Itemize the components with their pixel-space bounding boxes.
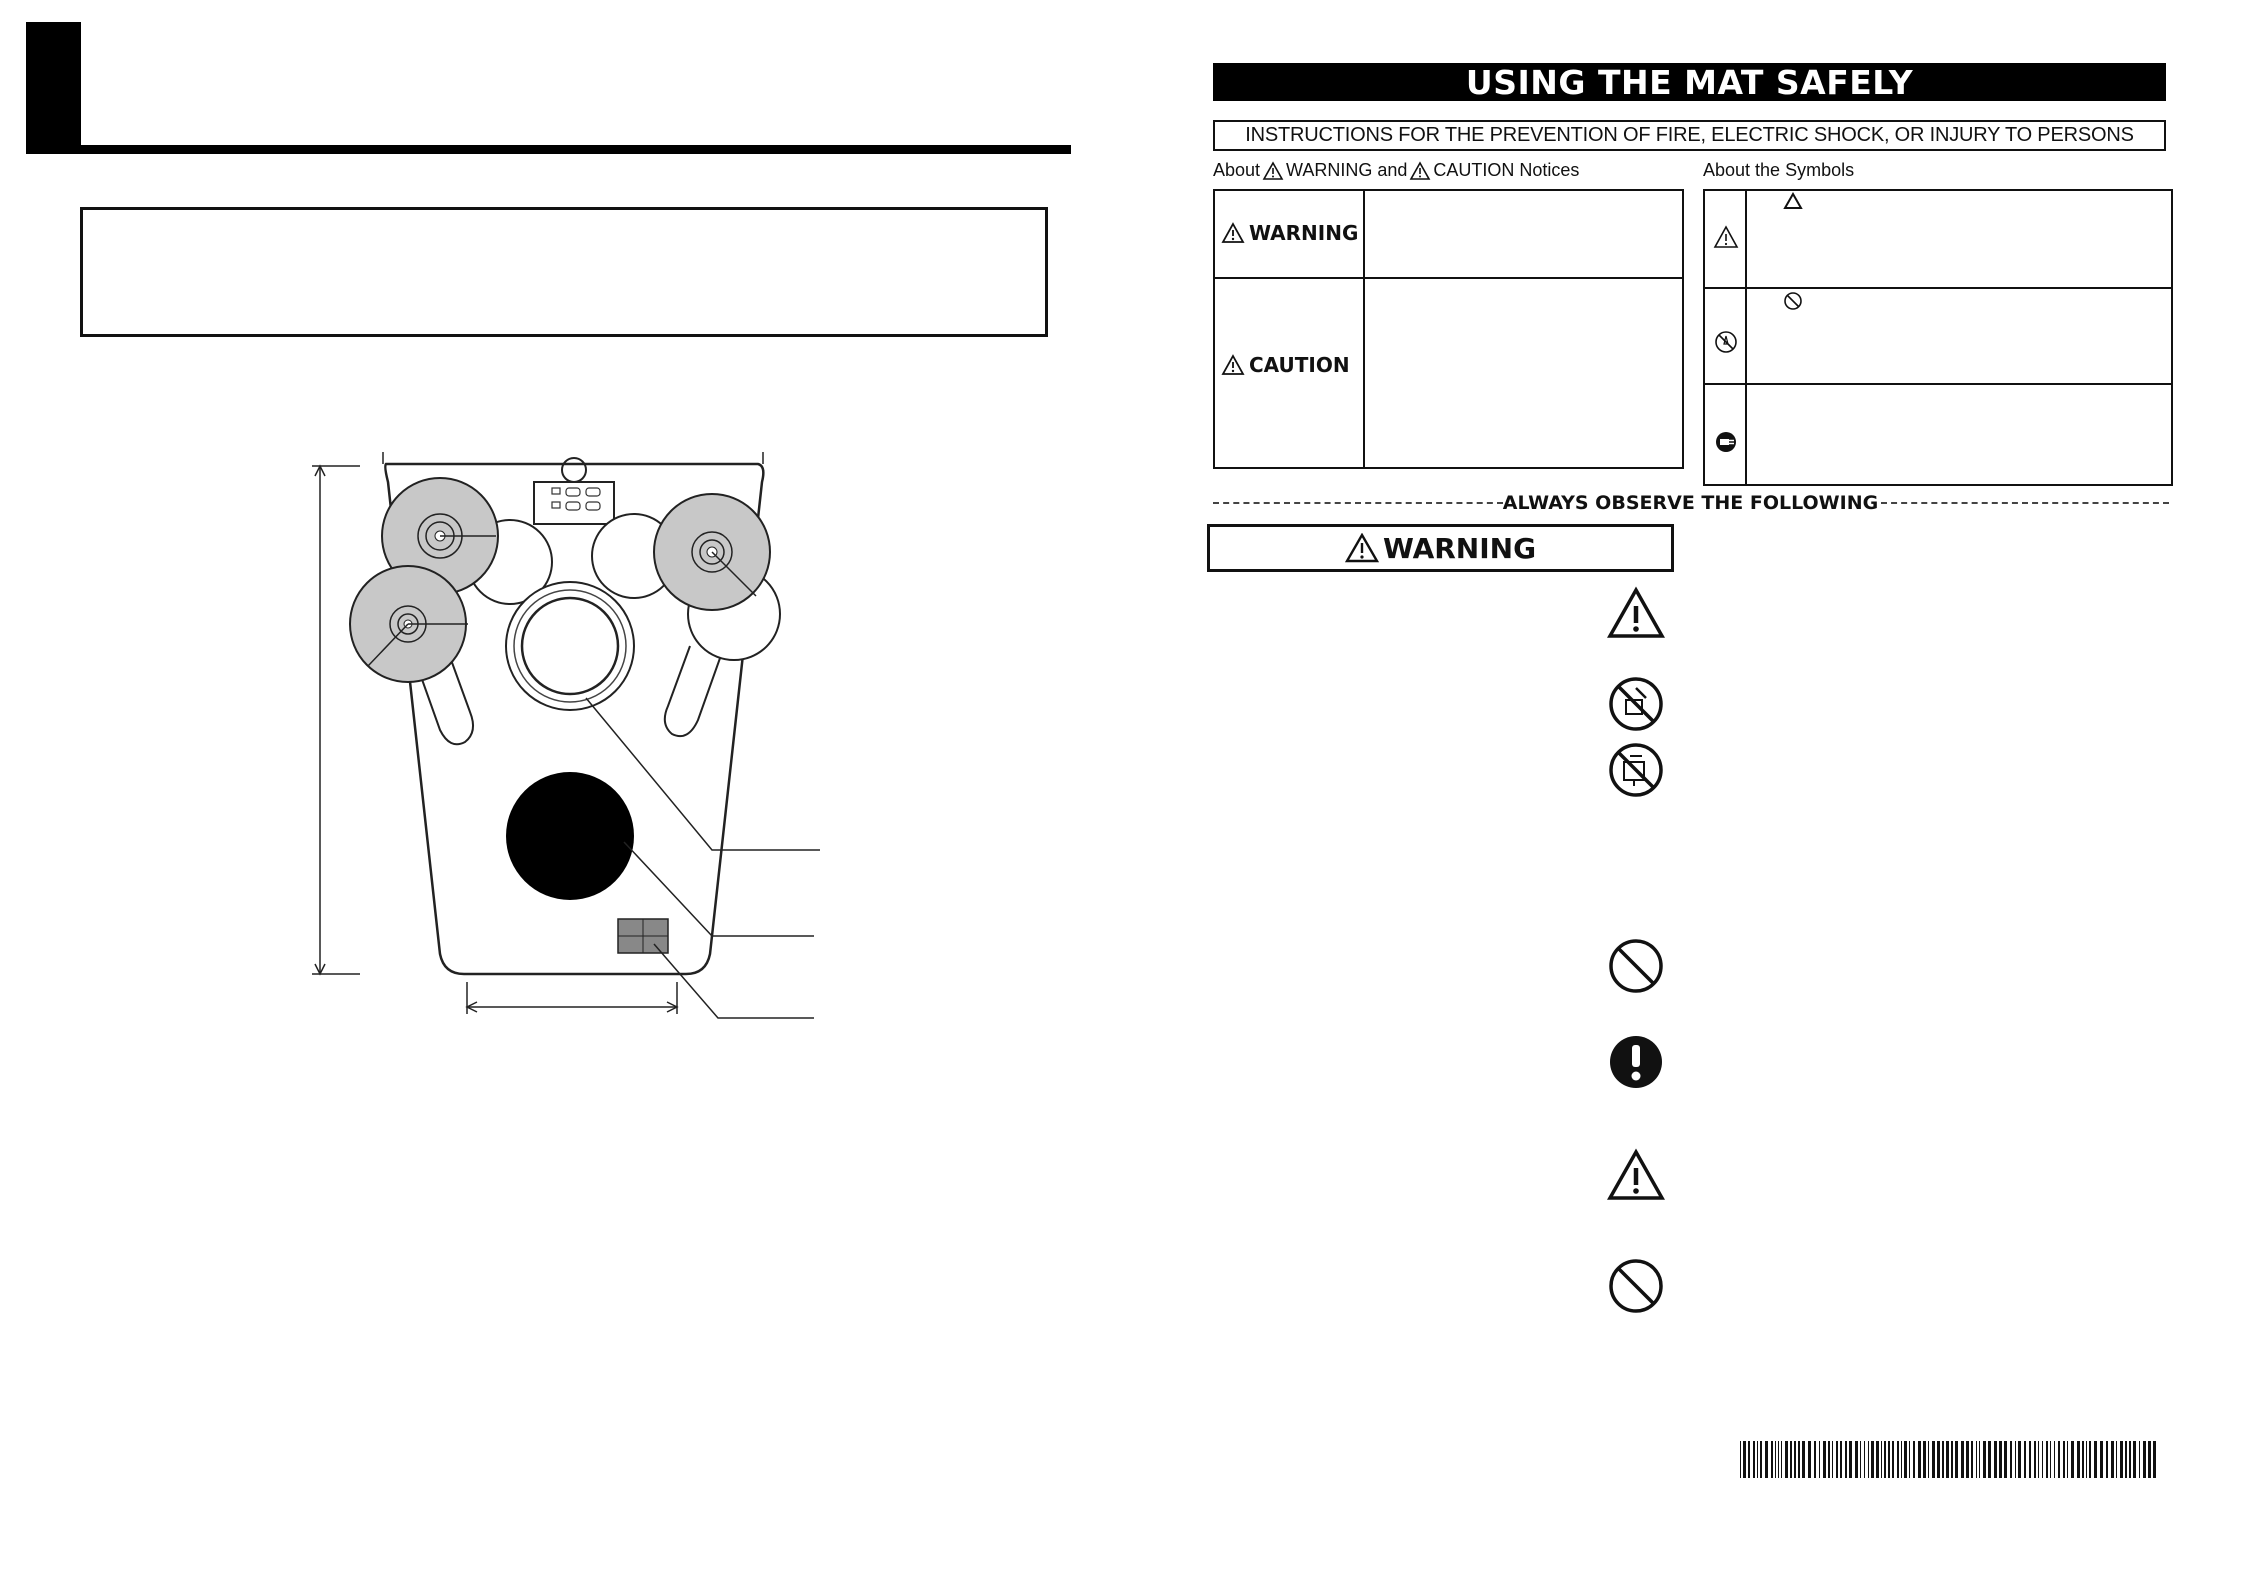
barcode-bar [1808,1441,1811,1478]
barcode-bar [1976,1441,1977,1478]
barcode-bar [1819,1441,1820,1478]
barcode-bar [2129,1441,2131,1478]
caution-notice-text: CAUTION [1249,353,1350,377]
barcode-bar [2067,1441,2068,1478]
warning-notice-text: WARNING [1249,221,1359,245]
barcode-bar [2018,1441,2021,1478]
barcode-bar [2094,1441,2097,1478]
about-notices-label-part3: CAUTION Notices [1433,160,1580,180]
barcode-bar [1743,1441,1746,1478]
barcode-bar [1901,1441,1902,1478]
about-symbols-label: About the Symbols [1703,160,1855,180]
barcode-bar [2089,1441,2091,1478]
barcode-bar [1871,1441,1874,1478]
barcode-bar [1979,1441,1980,1478]
barcode-bar [2120,1441,2123,1478]
barcode-bar [2116,1441,2117,1478]
barcode-bar [1798,1441,1800,1478]
barcode-bar [1946,1441,1949,1478]
instructions-heading: INSTRUCTIONS FOR THE PREVENTION OF FIRE, ELECTRIC SHOCK, OR INJURY TO PERSONS [1213,120,2166,151]
warning-triangle-icon [1221,222,1245,244]
barcode-bar [1864,1441,1865,1478]
chapter-tab-block [26,22,81,154]
barcode-bar [2046,1441,2048,1478]
barcode-bar [1832,1441,1833,1478]
caution-triangle-icon [1713,225,1739,249]
barcode-bar [1904,1441,1907,1478]
barcode-bar [2004,1441,2007,1478]
barcode-bar [1765,1441,1768,1478]
barcode-bar [2082,1441,2084,1478]
barcode-bar [2063,1441,2065,1478]
barcode-bar [1828,1441,1830,1478]
barcode-bar [1951,1441,1953,1478]
barcode-bar [1814,1441,1816,1478]
barcode-bar [1849,1441,1852,1478]
barcode-bar [1775,1441,1776,1478]
about-notices-label [1213,160,1579,181]
barcode-bar [2042,1441,2043,1478]
barcode-bar [1897,1441,1899,1478]
barcode-bar [1836,1441,1838,1478]
header-rule [26,145,1071,154]
warning-banner [1207,524,1674,572]
barcode [1740,1441,2160,1478]
about-notices-label-part2: WARNING and [1286,160,1408,180]
barcode-bar [1888,1441,1890,1478]
barcode-bar [2034,1441,2036,1478]
triangle-icon [1783,192,1803,210]
barcode-bar [1781,1441,1782,1478]
cymbal-pad-left-lower [350,566,468,682]
barcode-bar [1802,1441,1805,1478]
barcode-bar [1971,1441,1973,1478]
no-disassembly-icon [1713,329,1739,355]
barcode-bar [2143,1441,2146,1478]
barcode-bar [2038,1441,2039,1478]
barcode-bar [1868,1441,1869,1478]
barcode-bar [1928,1441,1929,1478]
barcode-bar [1753,1441,1755,1478]
barcode-bar [1988,1441,1991,1478]
barcode-bar [1942,1441,1944,1478]
barcode-bar [1937,1441,1940,1478]
warning-triangle-icon [1409,161,1431,181]
barcode-bar [2077,1441,2080,1478]
barcode-bar [2029,1441,2031,1478]
page-title: USING THE MAT SAFELY [1213,63,2166,101]
kick-pad [506,772,634,900]
symbols-table [1703,189,2173,486]
table-divider [1363,191,1365,467]
barcode-bar [1983,1441,1986,1478]
mandatory-action-icon [1606,1032,1666,1092]
dashed-rule [1881,502,2169,504]
barcode-bar [2024,1441,2026,1478]
exclamation-triangle-icon [1606,584,1666,644]
always-observe-heading [1213,490,2169,516]
barcode-bar [1876,1441,1879,1478]
barcode-bar [1966,1441,1969,1478]
barcode-bar [2133,1441,2136,1478]
always-observe-text: ALWAYS OBSERVE THE FOLLOWING [1502,492,1879,514]
barcode-bar [1913,1441,1915,1478]
notice-box [80,207,1048,337]
barcode-bar [2010,1441,2012,1478]
barcode-bar [1823,1441,1826,1478]
exclamation-triangle-icon [1606,1146,1666,1206]
barcode-bar [2148,1441,2151,1478]
caution-triangle-icon [1221,354,1245,376]
barcode-bar [2139,1441,2140,1478]
barcode-bar [2015,1441,2016,1478]
barcode-bar [2050,1441,2051,1478]
table-divider [1215,277,1682,279]
cymbal-pad-right [654,494,770,610]
about-notices-label-part1: About [1213,160,1261,180]
prohibited-icon [1606,936,1666,996]
prohibited-icon [1606,1256,1666,1316]
barcode-bar [1778,1441,1779,1478]
barcode-bar [1999,1441,2002,1478]
caution-notice-label [1221,353,1350,377]
table-divider [1745,191,1747,484]
no-disassembly-icon [1606,674,1666,734]
barcode-bar [1932,1441,1935,1478]
barcode-bar [2153,1441,2156,1478]
warning-banner-text: WARNING [1382,531,1537,565]
barcode-bar [2054,1441,2055,1478]
table-divider [1705,287,2171,289]
barcode-bar [2100,1441,2103,1478]
no-modification-icon [1606,740,1666,800]
barcode-bar [1892,1441,1894,1478]
barcode-bar [1881,1441,1882,1478]
notices-table [1213,189,1684,469]
barcode-bar [1909,1441,1910,1478]
barcode-bar [1955,1441,1958,1478]
barcode-bar [2071,1441,2074,1478]
barcode-bar [1748,1441,1750,1478]
warning-triangle-icon [1262,161,1284,181]
barcode-bar [2111,1441,2114,1478]
barcode-bar [1884,1441,1886,1478]
barcode-bar [1757,1441,1758,1478]
prohibited-icon [1783,291,1803,311]
barcode-bar [1923,1441,1926,1478]
barcode-bar [1794,1441,1796,1478]
barcode-bar [1845,1441,1847,1478]
barcode-bar [1855,1441,1858,1478]
barcode-bar [1785,1441,1788,1478]
warning-notice-label [1221,221,1358,245]
barcode-bar [2058,1441,2060,1478]
barcode-bar [1994,1441,1997,1478]
barcode-bar [1840,1441,1842,1478]
barcode-bar [2086,1441,2087,1478]
barcode-bar [1771,1441,1773,1478]
barcode-bar [1918,1441,1921,1478]
barcode-bar [1961,1441,1964,1478]
warning-triangle-icon [1345,533,1379,563]
table-divider [1705,383,2171,385]
barcode-bar [1740,1441,1741,1478]
unplug-icon [1713,429,1739,455]
barcode-bar [2106,1441,2108,1478]
drum-mat-illustration [300,430,860,1030]
hi-hat-pedal-pad [618,919,668,953]
barcode-bar [1860,1441,1861,1478]
barcode-bar [1790,1441,1792,1478]
barcode-bar [2125,1441,2127,1478]
barcode-bar [1760,1441,1762,1478]
dashed-rule [1213,502,1503,504]
